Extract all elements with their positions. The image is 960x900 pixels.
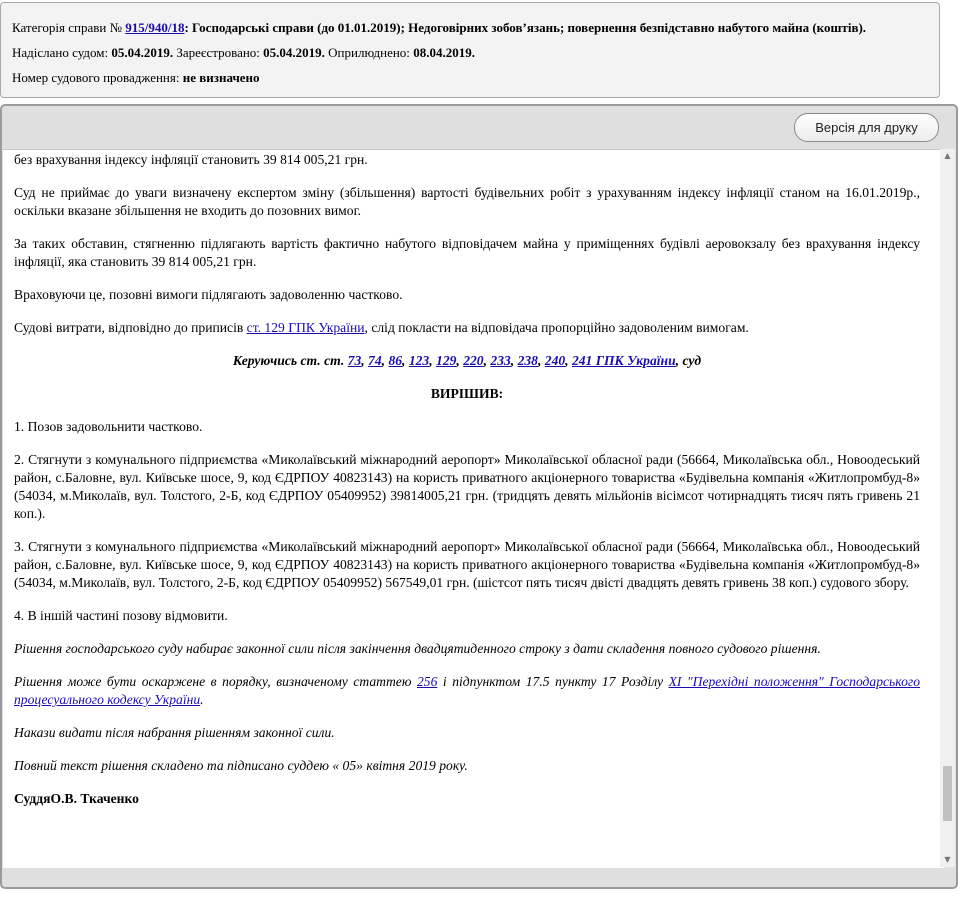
full-text-paragraph: Повний текст рішення складено та підписано суддею « 05» квітня 2019 року. [14, 758, 468, 773]
article-separator: , [510, 353, 518, 368]
paragraph: Враховуючи це, позовні вимоги підлягають задоволенню частково. [14, 287, 403, 302]
judge-signature: СуддяО.В. Ткаченко [14, 791, 139, 806]
vertical-scrollbar[interactable] [940, 149, 955, 867]
guiding-articles [14, 352, 920, 370]
published-date: 08.04.2019. [413, 45, 475, 60]
costs-text: Судові витрати, відповідно до приписів [14, 320, 247, 335]
dates-row [12, 40, 939, 65]
case-info-panel [0, 2, 940, 98]
costs-text-end: , слід покласти на відповідача пропорційно задоволеним вимогам. [364, 320, 749, 335]
article-separator: , [429, 353, 437, 368]
scroll-up-arrow-icon[interactable]: ▲ [944, 151, 951, 160]
guiding-suffix: , суд [675, 353, 702, 368]
published-label: Оприлюднено: [328, 45, 410, 60]
article-link[interactable]: 220 [463, 353, 484, 368]
article-link[interactable]: 123 [408, 353, 430, 368]
decision-heading: ВИРІШИВ: [430, 386, 504, 401]
gpk-article-129-link[interactable]: ст. 129 ГПК України [246, 320, 365, 335]
costs-paragraph [14, 319, 920, 337]
category-text: : Господарські справи (до 01.01.2019); Недоговірних зобов’язань; повернення безпідставно набутого майна (коштів). [184, 20, 867, 35]
appeal-text-end: . [200, 692, 204, 707]
appeal-text-mid: і підпунктом 17.5 пункту 17 Розділу [437, 674, 669, 689]
article-link[interactable]: 233 [490, 353, 511, 368]
scroll-thumb[interactable] [943, 766, 952, 821]
document-text [14, 151, 920, 823]
proceeding-row [12, 65, 939, 90]
guiding-links [348, 353, 676, 368]
sent-label: Надіслано судом: [12, 45, 109, 60]
decision-item: 3. Стягнути з комунального підприємства «Миколаївський міжнародний аеропорт» Миколаївської обласної ради (56664, Миколаївська обл., Новоодеський район, с.Баловне, вул. Київське шосе, 9, код ЄДРПОУ 40823143) на користь приватного акціонерного товариства «Будівельна компанія «Житлопромбуд-8» (54034, м.Миколаїв, вул. Толстого, 2-Б, код ЄДРПОУ 05409952) 567549,01 грн. (шістсот пять тисяч двісті двадцять девять гривень 38 коп.) судового збору. [14, 539, 920, 590]
effect-paragraph: Рішення господарського суду набирає законної сили після закінчення двадцятиденного строку з дати складення повного судового рішення. [14, 641, 821, 656]
document-panel [0, 104, 958, 889]
category-label: Категорія справи № [12, 20, 122, 35]
article-separator: , [361, 353, 369, 368]
article-separator: , [381, 353, 389, 368]
proceeding-value: не визначено [182, 70, 260, 85]
paragraph: без врахування індексу інфляції становить 39 814 005,21 грн. [14, 152, 368, 167]
article-link[interactable]: 74 [368, 353, 382, 368]
paragraph: Суд не приймає до уваги визначену експертом зміну (збільшення) вартості будівельних робіт з урахуванням індексу інфляції станом на 16.01.2019р., оскільки вказане збільшення не входить до позовних вимог. [14, 185, 920, 218]
case-number-link[interactable]: 915/940/18 [125, 20, 185, 35]
orders-paragraph: Накази видати після набрання рішенням законної сили. [14, 725, 335, 740]
article-link[interactable]: 238 [517, 353, 538, 368]
paragraph: За таких обставин, стягненню підлягають вартість фактично набутого відповідачем майна у приміщеннях будівлі аеровокзалу без врахування індексу інфляції, яка становить 39 814 005,21 грн. [14, 236, 920, 269]
sent-date: 05.04.2019. [111, 45, 174, 60]
article-link[interactable]: 241 ГПК України [571, 353, 676, 368]
article-separator: , [565, 353, 572, 368]
article-link[interactable]: 240 [544, 353, 566, 368]
case-category-row [12, 15, 939, 40]
article-link[interactable]: 73 [347, 353, 362, 368]
article-256-link[interactable]: 256 [416, 674, 438, 689]
decision-item: 1. Позов задовольнити частково. [14, 419, 203, 434]
article-separator: , [483, 353, 491, 368]
scroll-down-arrow-icon[interactable]: ▼ [944, 855, 951, 864]
registered-label: Зареєстровано: [176, 45, 260, 60]
guiding-prefix: Керуючись ст. ст. [232, 353, 348, 368]
appeal-text: Рішення може бути оскаржене в порядку, визначеному статтею [14, 674, 417, 689]
article-separator: , [402, 353, 409, 368]
proceeding-label: Номер судового провадження: [12, 70, 180, 85]
transitional-provisions-link[interactable]: ХІ "Перехідні положення" Господарського процесуального кодексу України [14, 674, 920, 707]
registered-date: 05.04.2019. [263, 45, 325, 60]
decision-item: 4. В іншій частині позову відмовити. [14, 608, 228, 623]
article-link[interactable]: 129 [436, 353, 457, 368]
decision-item: 2. Стягнути з комунального підприємства «Миколаївський міжнародний аеропорт» Миколаївської обласної ради (56664, Миколаївська обл., Новоодеський район, с.Баловне, вул. Київське шосе, 9, код ЄДРПОУ 40823143) на користь приватного акціонерного товариства «Будівельна компанія «Житлопромбуд-8» (54034, м.Миколаїв, вул. Толстого, 2-Б, код ЄДРПОУ 05409952) 39814005,21 грн. (тридцять девять мільйонів вісімсот чотирнадцять тисяч пять гривень 21 коп.). [14, 452, 920, 521]
print-version-button[interactable]: Версія для друку [794, 113, 939, 142]
document-scroll-area[interactable] [3, 149, 944, 868]
article-link[interactable]: 86 [388, 353, 403, 368]
article-separator: , [537, 353, 545, 368]
article-separator: , [456, 353, 464, 368]
appeal-paragraph [14, 673, 920, 709]
